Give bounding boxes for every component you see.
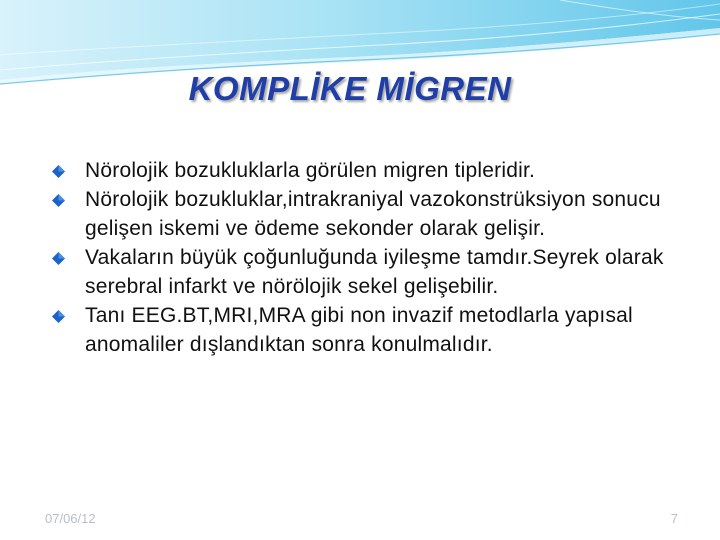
page-number: 7	[670, 511, 678, 526]
slide-title: KOMPLİKE MİGREN	[188, 70, 512, 107]
diamond-bullet-icon	[52, 194, 65, 207]
bullet-text: Vakaların büyük çoğunluğunda iyileşme tamdır.Seyrek olarak serebral infarkt ve nörölojik sekel gelişebilir.	[85, 246, 664, 298]
bullet-text: Tanı EEG.BT,MRI,MRA gibi non invazif metodlarla yapısal anomaliler dışlandıktan sonra konulmalıdır.	[85, 304, 633, 356]
footer-date: 07/06/12	[45, 511, 96, 526]
bullet-text: Nörolojik bozukluklarla görülen migren tipleridir.	[85, 159, 536, 182]
bullet-item	[50, 185, 690, 243]
diamond-bullet-icon	[52, 252, 65, 265]
bullet-item	[50, 156, 690, 185]
bullet-item	[50, 301, 690, 359]
diamond-bullet-icon	[52, 165, 65, 178]
bullet-list	[50, 156, 690, 359]
bullet-item	[50, 243, 690, 301]
diamond-bullet-icon	[52, 310, 65, 323]
bullet-text: Nörolojik bozukluklar,intrakraniyal vazokonstrüksiyon sonucu gelişen iskemi ve ödeme sekonder olarak gelişir.	[85, 188, 661, 240]
